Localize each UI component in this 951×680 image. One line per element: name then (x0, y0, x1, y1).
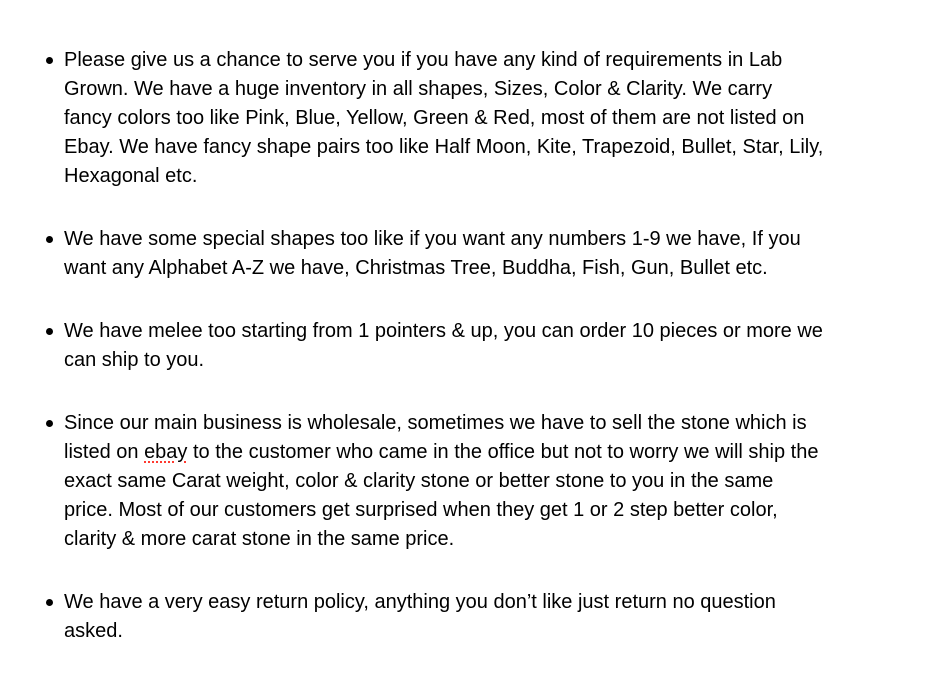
bullet-text (64, 409, 933, 554)
bullet-item (46, 225, 933, 283)
text-line: exact same Carat weight, color & clarity stone or better stone to you in the same (64, 470, 774, 492)
text-line: Ebay. We have fancy shape pairs too like Half Moon, Kite, Trapezoid, Bullet, Star, Lily, (64, 136, 824, 158)
text-line: We have some special shapes too like if you want any numbers 1-9 we have, If you (64, 228, 801, 250)
text-line: Please give us a chance to serve you if you have any kind of requirements in Lab (64, 49, 783, 71)
text-line: Hexagonal etc. (64, 165, 198, 187)
text-line: fancy colors too like Pink, Blue, Yellow, Green & Red, most of them are not listed on (64, 107, 805, 129)
text-line: We have melee too starting from 1 pointers & up, you can order 10 pieces or more we (64, 320, 823, 342)
text-line: asked. (64, 620, 123, 642)
text-segment: to the customer who came in the office but not to worry we will ship the (187, 441, 819, 463)
bullet-icon (46, 328, 53, 335)
text-line: want any Alphabet A-Z we have, Christmas Tree, Buddha, Fish, Gun, Bullet etc. (64, 257, 768, 279)
bullet-icon (46, 236, 53, 243)
text-line: Since our main business is wholesale, sometimes we have to sell the stone which is (64, 412, 807, 434)
bullet-item (46, 409, 933, 554)
bullet-text (64, 588, 933, 646)
bullet-text (64, 225, 933, 283)
text-line: price. Most of our customers get surprised when they get 1 or 2 step better color, (64, 499, 778, 521)
text-segment: listed on (64, 441, 145, 463)
misspelled-word: ebay (144, 441, 188, 463)
text-line: can ship to you. (64, 349, 205, 371)
bullet-item (46, 317, 933, 375)
bullet-icon (46, 57, 53, 64)
bullet-item (46, 46, 933, 191)
bullet-icon (46, 420, 53, 427)
bullet-text (64, 317, 933, 375)
text-line: clarity & more carat stone in the same price. (64, 528, 455, 550)
bullet-item (46, 588, 933, 646)
text-line (64, 438, 933, 467)
bullet-icon (46, 599, 53, 606)
text-line: Grown. We have a huge inventory in all shapes, Sizes, Color & Clarity. We carry (64, 78, 773, 100)
bullet-text (64, 46, 933, 191)
text-line: We have a very easy return policy, anything you don’t like just return no question (64, 591, 776, 613)
